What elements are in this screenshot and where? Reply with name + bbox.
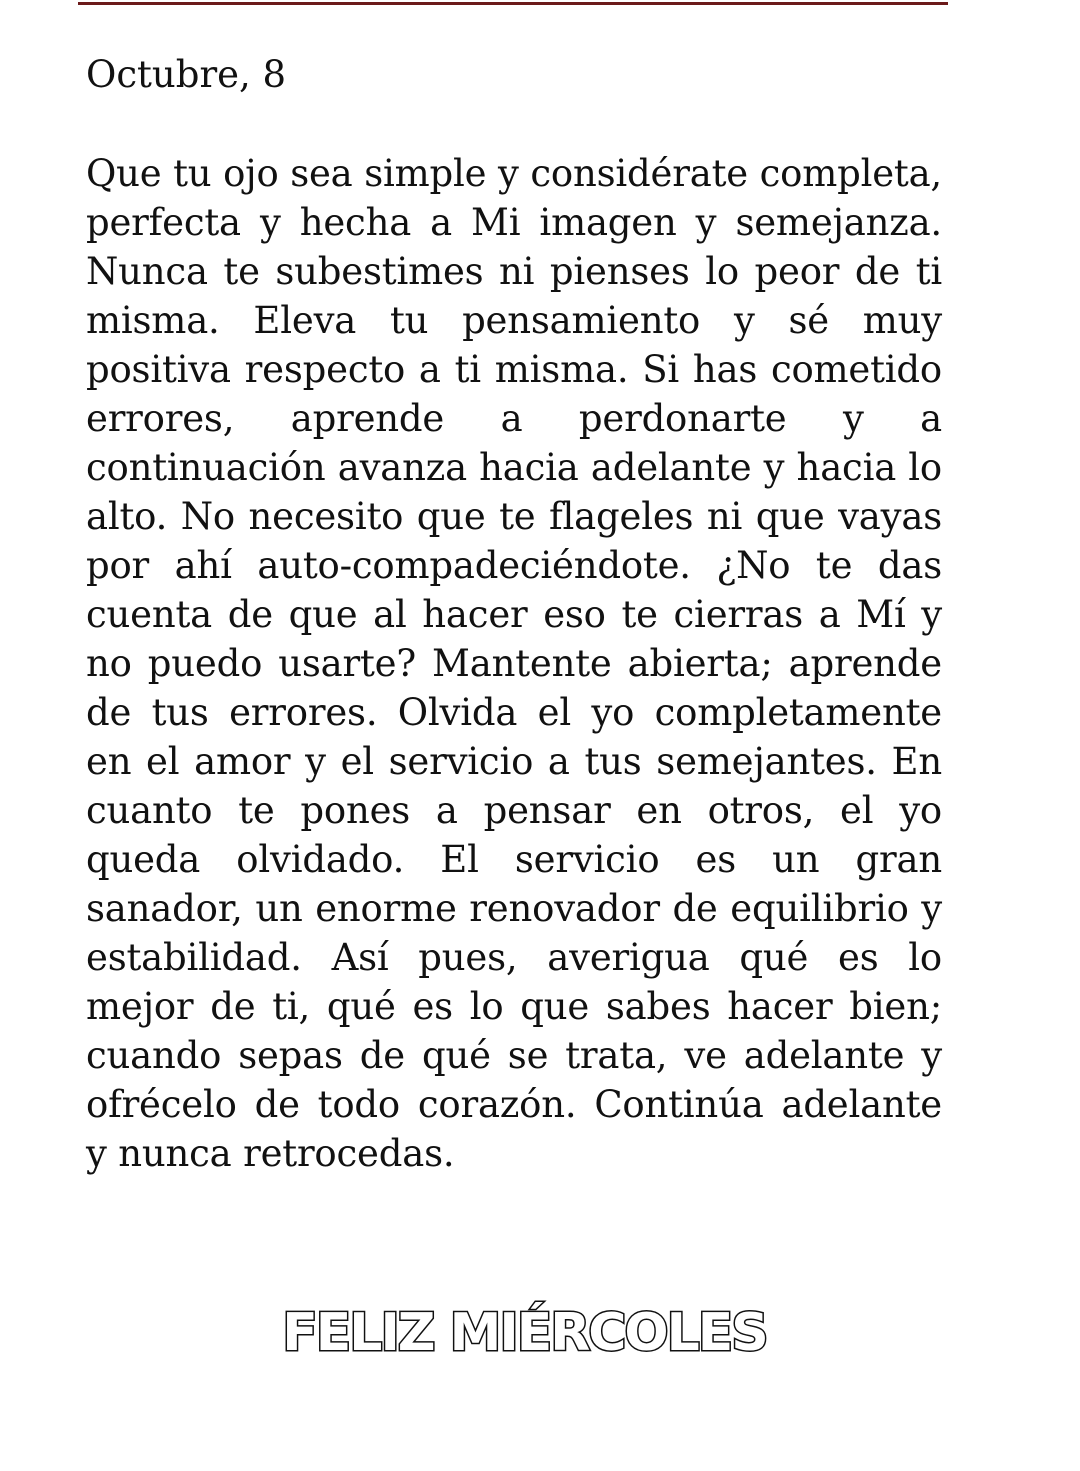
date-heading: Octubre, 8 xyxy=(86,53,287,96)
greeting-banner: FELIZ MIÉRCOLES xyxy=(282,1303,767,1363)
reading-paragraph: Que tu ojo sea simple y considérate completa, perfecta y hecha a Mi imagen y semejanza. Nunca te subestimes ni pienses lo peor de ti misma. Eleva tu pensamiento y sé muy positiva respecto a ti misma. Si has cometido errores, aprende a perdonarte y a continuación avanza hacia adelante y hacia lo alto. No necesito que te flageles ni que vayas por ahí auto-compadeciéndote. ¿No te das cuenta de que al hacer eso te cierras a Mí y no puedo usarte? Mantente abierta; aprende de tus errores. Olvida el yo completamente en el amor y el servicio a tus semejantes. En cuanto te pones a pensar en otros, el yo queda olvidado. El servicio es un gran sanador, un enorme renovador de equilibrio y estabilidad. Así pues, averigua qué es lo mejor de ti, qué es lo que sabes hacer bien; cuando sepas de qué se trata, ve adelante y ofrécelo de todo corazón. Continúa adelante y nunca retrocedas. xyxy=(86,152,942,1175)
top-divider xyxy=(78,2,948,5)
